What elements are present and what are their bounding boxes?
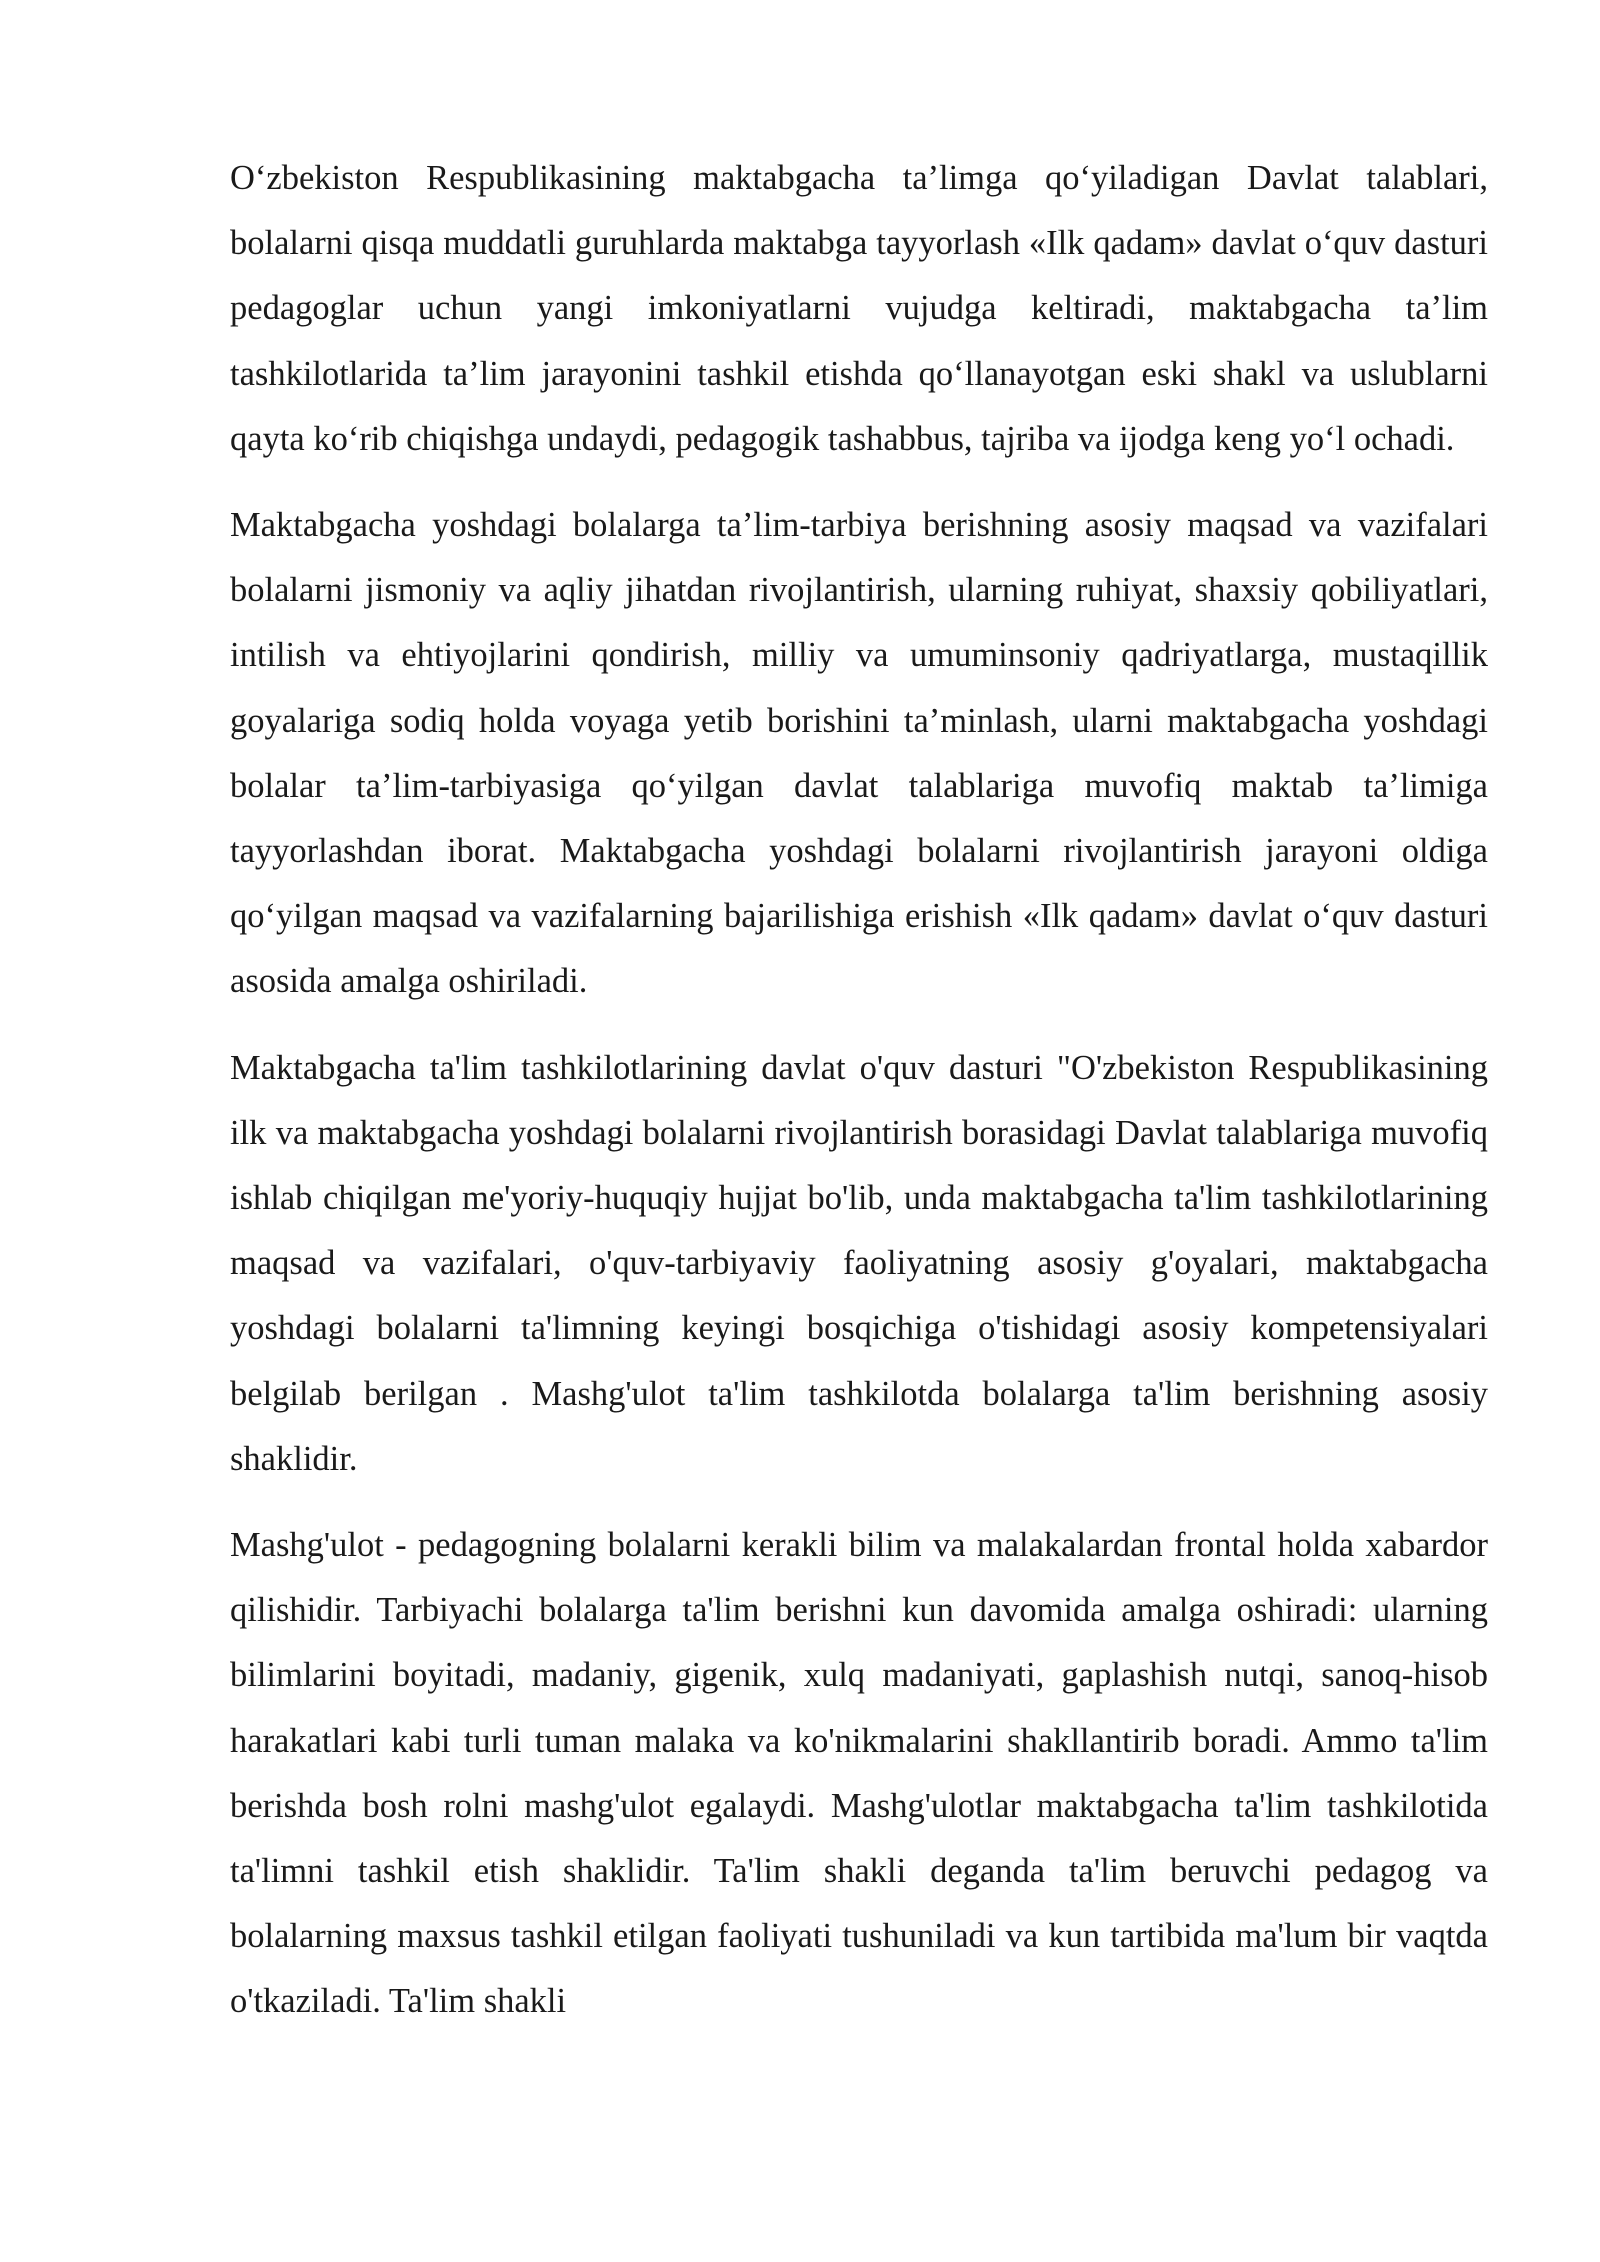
paragraph: Maktabgacha ta'lim tashkilotlarining davlat o'quv dasturi "O'zbekiston Respublikasining ilk va maktabgacha yoshdagi bolalarni rivojlantirish borasidagi Davlat talablariga muvofiq ishlab chiqilgan me'yoriy-huquqiy hujjat bo'lib, unda maktabgacha ta'lim tashkilotlarining maqsad va vazifalari, o'quv-tarbiyaviy faoliyatning asosiy g'oyalari, maktabgacha yoshdagi bolalarni ta'limning keyingi bosqichiga o'tishidagi asosiy kompetensiyalari belgilab berilgan . Mashg'ulot ta'lim tashkilotda bolalarga ta'lim berishning asosiy shaklidir. bbox=[230, 1048, 1488, 1478]
paragraph: Maktabgacha yoshdagi bolalarga ta’lim-tarbiya berishning asosiy maqsad va vazifalari bolalarni jismoniy va aqliy jihatdan rivojlantirish, ularning ruhiyat, shaxsiy qobiliyatlari, intilish va ehtiyojlarini qondirish, milliy va umuminsoniy qadriyatlarga, mustaqillik goyalariga sodiq holda voyaga yetib borishini ta’minlash, ularni maktabgacha yoshdagi bolalar ta’lim-tarbiyasiga qo‘yilgan davlat talablariga muvofiq maktab ta’limiga tayyorlashdan iborat. Maktabgacha yoshdagi bolalarni rivojlantirish jarayoni oldiga qo‘yilgan maqsad va vazifalarning bajarilishiga erishish «Ilk qadam» davlat o‘quv dasturi asosida amalga oshiriladi. bbox=[230, 506, 1488, 1001]
paragraph: Mashg'ulot - pedagogning bolalarni kerakli bilim va malakalardan frontal holda xabardor qilishidir. Tarbiyachi bolalarga ta'lim berishni kun davomida amalga oshiradi: ularning bilimlarini boyitadi, madaniy, gigenik, xulq madaniyati, gaplashish nutqi, sanoq-hisob harakatlari kabi turli tuman malaka va ko'nikmalarini shakllantirib boradi. Ammo ta'lim berishda bosh rolni mashg'ulot egalaydi. Mashg'ulotlar maktabgacha ta'lim tashkilotida ta'limni tashkil etish shaklidir. Ta'lim shakli deganda ta'lim beruvchi pedagog va bolalarning maxsus tashkil etilgan faoliyati tushuniladi va kun tartibida ma'lum bir vaqtda o'tkaziladi. Ta'lim shakli bbox=[230, 1526, 1488, 2021]
document-body bbox=[230, 146, 1488, 2056]
paragraph: O‘zbekiston Respublikasining maktabgacha ta’limga qo‘yiladigan Davlat talablari, bolalarni qisqa muddatli guruhlarda maktabga tayyorlash «Ilk qadam» davlat o‘quv dasturi pedagoglar uchun yangi imkoniyatlarni vujudga keltiradi, maktabgacha ta’lim tashkilotlarida ta’lim jarayonini tashkil etishda qo‘llanayotgan eski shakl va uslublarni qayta ko‘rib chiqishga undaydi, pedagogik tashabbus, tajriba va ijodga keng yo‘l ochadi. bbox=[230, 159, 1488, 458]
